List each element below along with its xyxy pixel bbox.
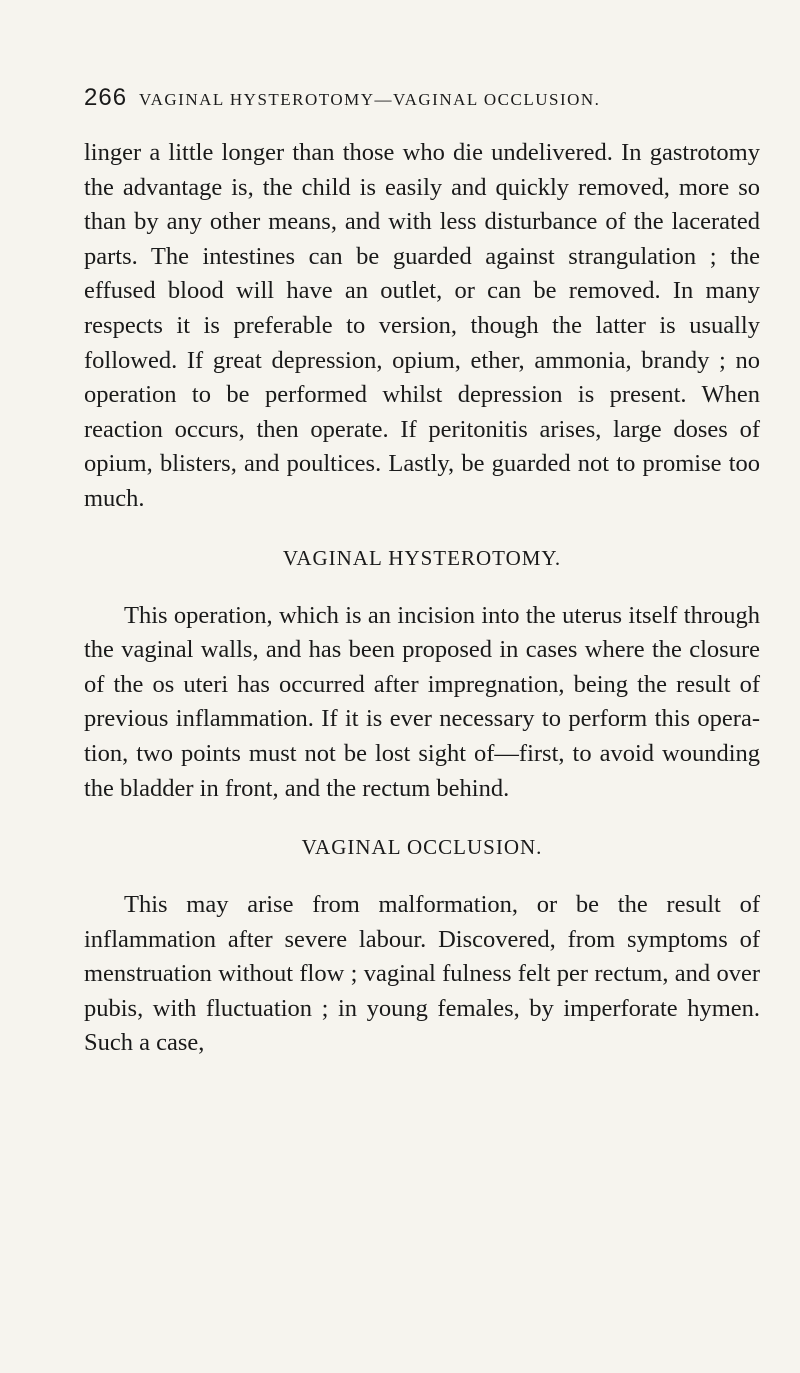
section-heading-occlusion: VAGINAL OCCLUSION.: [301, 835, 543, 860]
page-number: 266: [84, 84, 128, 111]
page-header: [84, 84, 764, 120]
section-heading-hysterotomy: VAGINAL HYSTEROTOMY.: [282, 545, 562, 570]
occlusion-paragraph: This may arise from malformation, or be the result of inflammation after severe labour. Discovered, from symptoms of menstruation without flow ; vaginal fulness felt per rectum, and over pubis, with fluctuation ; in young females, by imperforate hymen. Such a case,: [84, 891, 760, 1057]
body-text: [84, 136, 760, 1061]
hysterotomy-paragraph: This operation, which is an incision into the uterus itself through the vaginal walls, and has been proposed in cases where the closure of the os uteri has occurred after impregnation, being the result of previous inflammation. If it is ever necessary to perform this operation, two points must not be lost sight of—first, to avoid wounding the bladder in front, and the rectum behind.: [84, 601, 760, 802]
running-head: VAGINAL HYSTEROTOMY—VAGINAL OCCLUSION.: [139, 90, 601, 109]
intro-paragraph: linger a little longer than those who die undelivered. In gastrotomy the advantage is, the child is easily and quickly removed, more so than by any other means, and with less disturbance of the lacerated parts. The intestines can be guarded against strangulation ; the effused blood will have an outlet, or can be removed. In many respects it is preferable to version, though the latter is usually followed. If great depression, opium, ether, ammonia, brandy ; no operation to be performed whilst depression is present. When reaction occurs, then operate. If peritonitis arises, large doses of opium, blisters, and poultices. Lastly, be guarded not to promise too much.: [84, 139, 760, 512]
